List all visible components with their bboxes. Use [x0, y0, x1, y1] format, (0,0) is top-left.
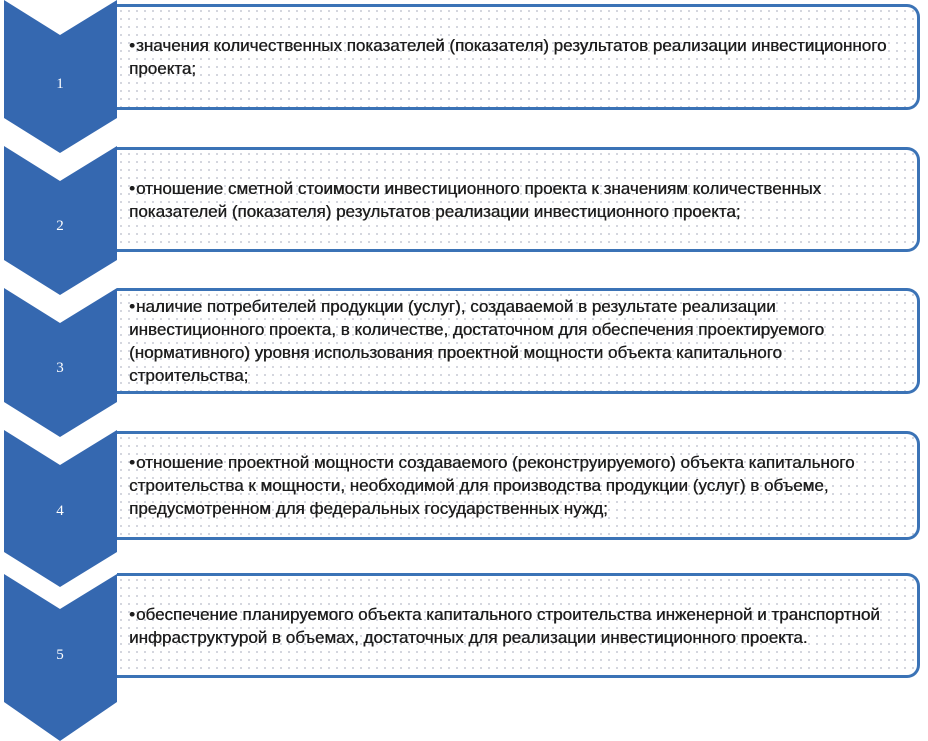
step-card-2: [117, 147, 920, 252]
bullet-icon: •: [129, 604, 135, 624]
step-number-4: 4: [56, 503, 64, 519]
step-text-2: •отношение сметной стоимости инвестиционного проекта к значениям количественных показателей (показателя) результатов реализации инвестиционного проекта;: [129, 178, 822, 221]
step-text-5: •обеспечение планируемого объекта капитального строительства инженерной и транспортной инфраструктурой в объемах, достаточных для реализации инвестиционного проекта.: [129, 604, 880, 647]
step-text-4: •отношение проектной мощности создаваемого (реконструируемого) объекта капитального строительства к мощности, необходимой для производства продукции (услуг) в объеме, предусмотренном для федеральных государственных нужд;: [129, 453, 855, 518]
bullet-icon: •: [129, 297, 135, 316]
step-card-1: [117, 4, 920, 110]
step-number-5: 5: [56, 647, 64, 663]
bullet-icon: •: [129, 453, 135, 472]
step-card-4: [117, 431, 920, 540]
step-number-3: 3: [56, 360, 64, 376]
step-text-3: •наличие потребителей продукции (услуг), создаваемой в результате реализации инвестиционного проекта, в количестве, достаточном для обеспечения проектируемого (нормативного) уровня использования проектной мощности объекта капитального строительства;: [129, 297, 825, 385]
step-text-1: •значения количественных показателей (показателя) результатов реализации инвестиционного проекта;: [129, 36, 887, 78]
step-number-1: 1: [56, 76, 64, 92]
step-card-3: [117, 288, 920, 394]
step-card-5: [117, 573, 920, 678]
bullet-icon: •: [129, 178, 135, 198]
bullet-icon: •: [129, 36, 135, 55]
step-number-2: 2: [56, 218, 64, 234]
